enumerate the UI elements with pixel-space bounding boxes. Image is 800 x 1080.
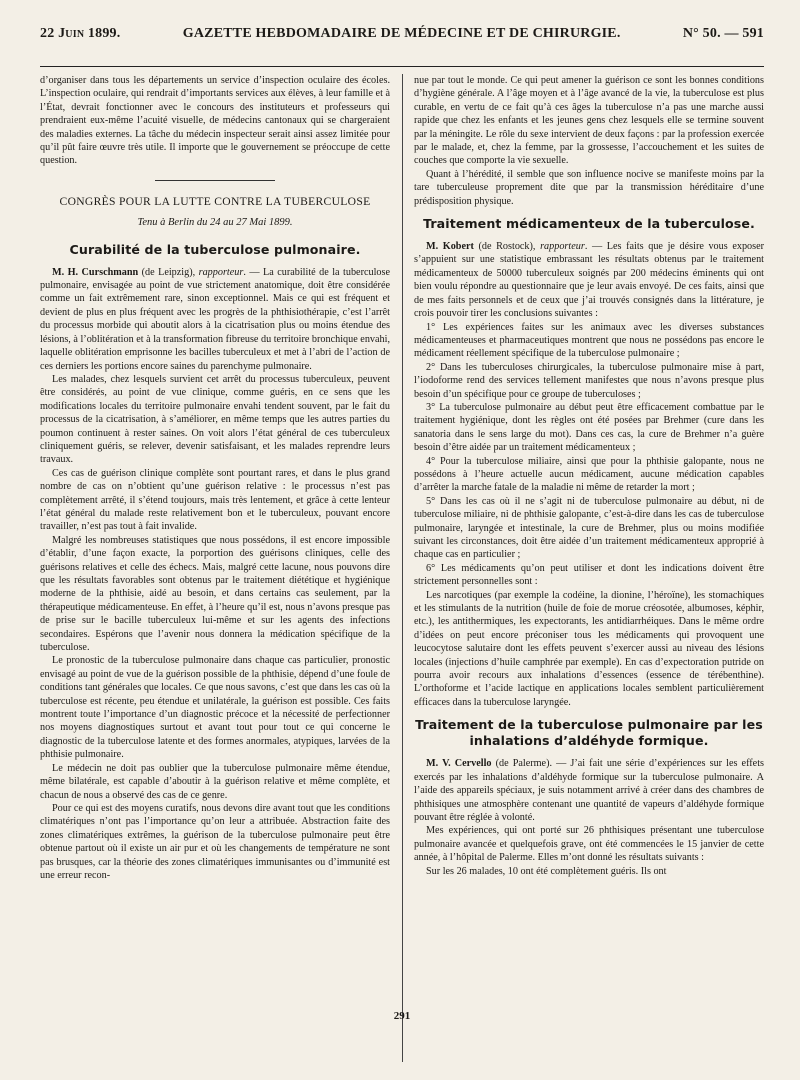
section-title-aldehyde-formique: Traitement de la tuberculose pulmonaire par les inhalations d’aldéhyde formique.: [415, 717, 763, 749]
author-name: M. Kobert: [426, 241, 474, 253]
header-issue-page: N° 50. — 591: [682, 26, 764, 41]
paragraph: [414, 757, 764, 824]
paragraph-text: . — Les faits que je désire vous exposer s’appuient sur une statistique embrassant les résultats obtenus par le traitement médicamenteux de 50000 tuberculeux soignés par 200 médecins éminents qui ont bien voulu répondre au questionnaire que je leur avais envoyé. De ces faits, ainsi que de mes faits personnels et de ceux que j’ai trouvés consignés dans la littérature, je crois pouvoir tirer les conclusions suivantes :: [414, 241, 765, 320]
paragraph-text: . — La curabilité de la tuberculose pulmonaire, envisagée au point de vue strictement anatomique, doit être considérée comme un fait extrêmement rare, sinon exceptionnel. Mais ce qui est fréquent et devient de plus en plus fréquent avec les progrès de la phthisiothérapie, c’est l’arrêt du processus morbide qui aboutit alors à la cicatrisation plus ou moins étendue des lésions, à l’oblitération et à la transformation fibreuse du territoire bronchique envahi, laquelle oblitération emprisonne les bacilles tuberculeux et met à l’abri de l’action de ces derniers les portions encore saines du parenchyme pulmonaire.: [40, 266, 390, 372]
paragraph: Sur les 26 malades, 10 ont été complètement guéris. Ils ont: [426, 865, 667, 877]
paragraph: Les malades, chez lesquels survient cet arrêt du processus tuberculeux, peuvent être considérés, au point de vue clinique, comme guéris, en ce sens que les modifications locales du territoire pulmonaire envahi tendent souvent, par le fait du processus de la cicatrisation, à s’améliorer, en même temps que les autres parties du poumon continuent à rester saines. On voit alors l’état général de ces tuberculeux cliniquement guéris, se relever, devenir satisfaisant, et les malades reprendre leurs travaux.: [40, 373, 390, 466]
list-item: 1° Les expériences faites sur les animaux avec les diverses substances médicamenteuses et pharmaceutiques montrent que nous ne possédons pas encore le médicament réellement spécifique de la tuberculose pulmonaire ;: [414, 321, 764, 360]
paragraph: Quant à l’hérédité, il semble que son influence nocive se manifeste moins par la tare tuberculeuse proprement dite que par la transmission héréditaire d’une prédisposition physique.: [414, 168, 764, 207]
section-title-curabilite: Curabilité de la tuberculose pulmonaire.: [69, 241, 361, 257]
column-divider: [402, 74, 403, 1062]
right-column: [414, 74, 764, 878]
author-role: rapporteur: [540, 241, 585, 253]
author-role: rapporteur: [198, 266, 244, 278]
list-item: 6° Les médicaments qu’on peut utiliser et dont les indications doivent être strictement personnelles sont :: [414, 562, 764, 588]
section-title-traitement-medicamenteux: Traitement médicamenteux de la tuberculose.: [423, 216, 755, 232]
author-place: (de Leipzig),: [138, 266, 199, 278]
paragraph: Pour ce qui est des moyens curatifs, nous devons dire avant tout que les conditions climatériques n’ont pas l’importance qu’on leur a attribuée. Abstraction faite des zones climatériques extrêmes, la guérison de la tuberculose pulmonaire peut être obtenue partout où il existe un air pur et où les changements de température ne sont pas brusques, car la théorie des zones climatériques immunisantes ou d’immunité est une erreur recon-: [40, 802, 390, 881]
paragraph: Le pronostic de la tuberculose pulmonaire dans chaque cas particulier, pronostic envisagé au point de vue de la guérison possible de la phthisie, dépend d’une foule de conditions tant générales que locales. Ce que nous savons, c’est que dans les cas où la tuberculose est récente, peu étendue et unilatérale, la guérison est possible. Ces faits montrent toute l’importance d’un diagnostic précoce et la nécessité de perfectionner nos moyens diagnostiques surtout et avant tout pour tout ce qui concerne le diagnostic de la tuberculose latente et des formes anormales, atypiques, larvées de la phthisie pulmonaire.: [40, 655, 390, 761]
section-rule: [155, 180, 275, 181]
author-place: (de Rostock),: [473, 241, 541, 253]
intro-paragraph: d’organiser dans tous les départements un service d’inspection oculaire des écoles. L’inspection oculaire, qui rendrait d’importants services aux élèves, à leur famille et à l’État, devrait fonctionner avec le concours des instituteurs et professeurs qui prendraient eux-même l’acuité visuelle, de médecins cantonaux qui se chargeraient des maladies externes. La tâche du médecin inspecteur serait ainsi assez limitée pour qu’il pût faire œuvre très utile. Il importe que le gouvernement se préoccupe de cette question.: [40, 75, 390, 167]
author-name: M. V. Cervello: [426, 758, 492, 770]
list-item: 2° Dans les tuberculoses chirurgicales, la tuberculose pulmonaire mise à part, l’iodoforme rend des services tellement manifestes que nous n’avons presque plus besoin d’un spécifique pour ce groupe de tuberculoses ;: [414, 361, 764, 400]
paragraph: Ces cas de guérison clinique complète sont pourtant rares, et dans le plus grand nombre de cas on n’obtient qu’une guérison relative : le processus n’est pas complètement arrêté, il s’étend toujours, mais très lentement, et grâce à cette lenteur l’état général du malade reste relativement bon et le tuberculeux, pouvant encore travailler, n’est pas tout à fait invalide.: [40, 467, 390, 533]
left-column: [40, 74, 390, 882]
paragraph: Le médecin ne doit pas oublier que la tuberculose pulmonaire même étendue, même bilatérale, est capable d’aboutir à la guérison relative et même complète, et chacun de nous a observé des cas de ce genre.: [40, 762, 390, 801]
footer-page-number: 291: [393, 1010, 411, 1022]
header-journal-title: GAZETTE HEBDOMADAIRE DE MÉDECINE ET DE CHIRURGIE.: [182, 26, 621, 41]
congress-title: CONGRÈS POUR LA LUTTE CONTRE LA TUBERCULOSE: [59, 194, 371, 208]
header-date: 22 Juin 1899.: [40, 26, 121, 41]
header-rule: [40, 66, 764, 67]
paragraph: [414, 240, 764, 320]
paragraph: Malgré les nombreuses statistiques que nous possédons, il est encore impossible d’établir, d’une façon exacte, la porportion des guérisons cliniques, celle des guérisons relatives et celle des échecs. Mais, malgré cette lacune, nous pouvons dire que les résultats favorables sont obtenus par le traitement diététique et hygiénique moderne de la phthisie, aidé au besoin, et dans certains cas seulement, par la thérapeutique médicamenteuse. En effet, à l’heure qu’il est, nous n’avons presque pas de prise sur le bacille tuberculeux lui-même et sur les agents des infections secondaires. Espérons que l’avenir nous donnera la médication spécifique de la tuberculose.: [40, 534, 390, 654]
running-header: [40, 26, 764, 46]
paragraph-text: (de Palerme). — J’ai fait une série d’expériences sur les effets exercés par les inhalations d’aldéhyde formique sur la tuberculose pulmonaire. A l’aide des appareils spéciaux, je suis notamment arrivé à créer dans des chambres de phthisiques une atmosphère contenant une quantité de vapeurs d’aldéhyde formique pouvant être réglée à volonté.: [414, 758, 764, 823]
paragraph: nue par tout le monde. Ce qui peut amener la guérison ce sont les bonnes conditions d’hygiène générale. A l’âge moyen et à l’âge avancé de la vie, la tuberculose est plus curable, en vertu de ce fait qu’à ces âges la tuberculose n’a pas une marche aussi rapide que chez les enfants et les jeunes gens chez lesquels elle se termine souvent par la méningite. Le rôle du sexe intervient de deux façons : par la profession exercée par le malade, et, chez la femme, par la grossesse, l’accouchement et les suites de couches que comporte la vie sexuelle.: [414, 75, 764, 167]
list-item: 5° Dans les cas où il ne s’agit ni de tuberculose pulmonaire au début, ni de tuberculose miliaire, ni de phthisie galopante, c’est-à-dire dans les cas de tuberculose pulmonaire, laryngée et intestinale, la cure de Brehmer, plus ou moins modifiée suivant les circonstances, doit être aidée d’un traitement médicamenteux approprié à chaque cas en particulier ;: [414, 495, 764, 561]
paragraph: [40, 266, 390, 373]
congress-subtitle: Tenu à Berlin du 24 au 27 Mai 1899.: [137, 217, 293, 229]
paragraph: Mes expériences, qui ont porté sur 26 phthisiques présentant une tuberculose pulmonaire avancée et quelquefois grave, ont été commencées le 15 janvier de cette année, à l’hôpital de Palerme. Elles m’ont donné les résultats suivants :: [414, 825, 764, 864]
author-name: M. H. Curschmann: [52, 266, 139, 278]
paragraph: Les narcotiques (par exemple la codéine, la dionine, l’héroïne), les stomachiques et les stimulants de la nutrition (huile de foie de morue créosotée, albumoses, képhir, etc.), les antithermiques, les expectorants, les antidiarrhéiques. Dans le même ordre d’idées on peut encore préconiser tous les médicaments qui provoquent une leucocytose salutaire dont les effets peuvent s’exercer aussi au niveau des lésions locales (injections d’huile camphrée par exemple). En cas d’expectoration putride on pourra avoir recours aux inhalations d’essences (essence de térébenthine). L’orthoforme et l’acide lactique en applications locales semblent particulièrement efficaces dans la tuberculose laryngée.: [414, 589, 764, 708]
list-item: 3° La tuberculose pulmonaire au début peut être efficacement combattue par le traitement hygiénique, dont les règles ont été posées par Brehmer (cure dans les sanatoria dans le sens large du mot). Dans ces cas, la cure de Brehmer n’a guère besoin d’être aidée par un traitement médicamenteux ;: [414, 401, 764, 454]
list-item: 4° Pour la tuberculose miliaire, ainsi que pour la phthisie galopante, nous ne possédons à l’heure actuelle aucun médicament, aucune médication capables d’arrêter la marche fatale de la maladie ni même de retarder la mort ;: [414, 455, 764, 494]
page: [40, 0, 764, 1080]
